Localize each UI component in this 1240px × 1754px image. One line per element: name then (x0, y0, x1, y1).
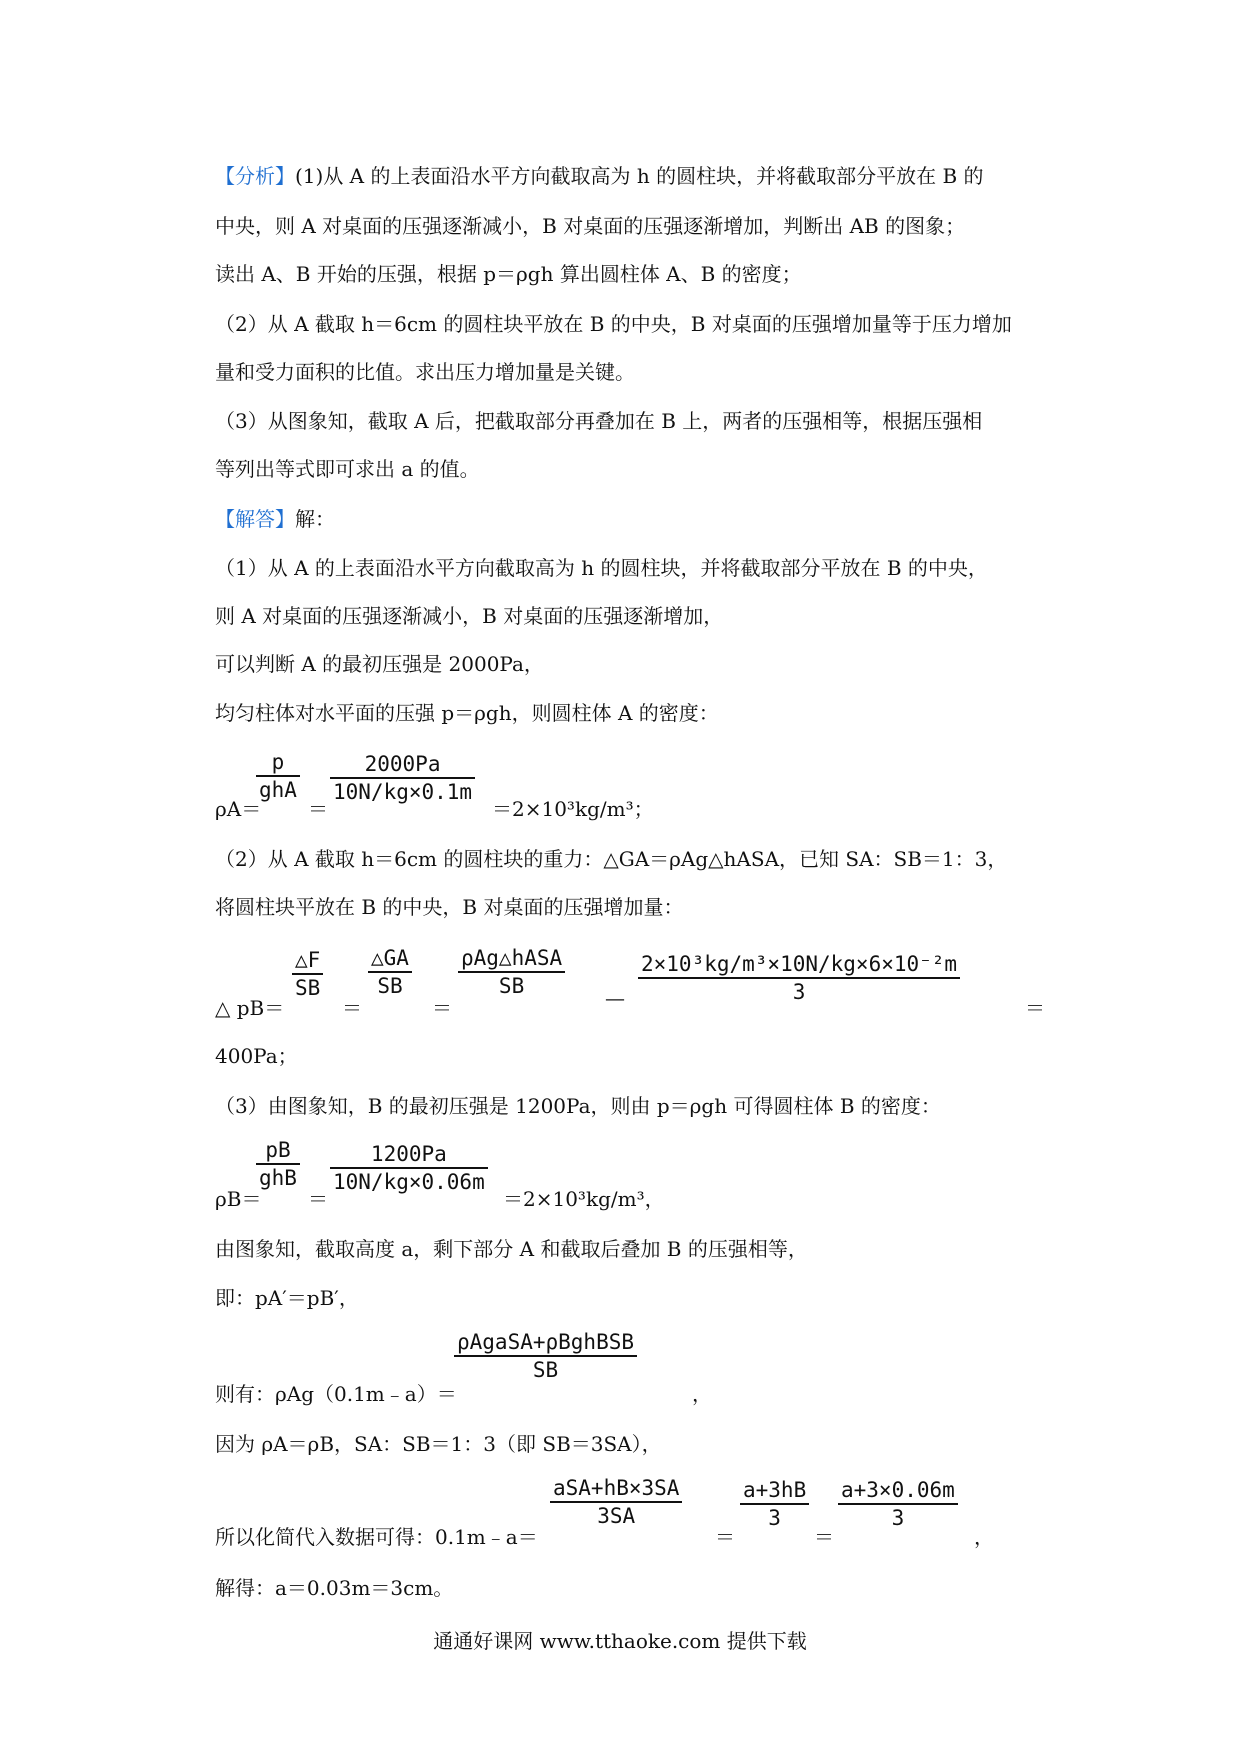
fraction-bar (638, 977, 960, 979)
fraction-numerator: 1200Pa (370, 1142, 447, 1166)
simplified-lhs: 所以化简代入数据可得：0.1m﹣a＝ (215, 1525, 538, 1549)
answer-line-1: （1）从 A 的上表面沿水平方向截取高为 h 的圆柱块，并将截取部分平放在 B 的中央， (215, 556, 988, 580)
answer-line-11: 解得：a＝0.03m＝3cm。 (215, 1576, 454, 1600)
fraction-numerator: ρAgaSA+ρBghBSB (457, 1330, 635, 1354)
fraction-denominator: SB (377, 974, 403, 998)
analysis-line-7: 等列出等式即可求出 a 的值。 (215, 457, 480, 481)
fraction-bar (368, 971, 412, 973)
rho-b-lhs: ρB＝ (215, 1187, 262, 1211)
answer-line-2: 则 A 对桌面的压强逐渐减小，B 对桌面的压强逐渐增加， (215, 604, 724, 628)
fraction-denominator: 3 (768, 1506, 781, 1530)
fraction-numerator: 2000Pa (364, 752, 441, 776)
fraction-denominator: 3SA (597, 1504, 636, 1528)
equals-sign: ＝ (432, 996, 452, 1020)
delta-pb-fraction-2 (368, 946, 412, 998)
analysis-line-6: （3）从图象知，截取 A 后，把截取部分再叠加在 B 上，两者的压强相等，根据压强相 (215, 409, 983, 433)
answer-line-3: 可以判断 A 的最初压强是 2000Pa， (215, 652, 544, 676)
fraction-denominator: SB (498, 974, 525, 998)
fraction-denominator: SB (295, 976, 321, 1000)
balance-lhs: 则有：ρAg（0.1m﹣a）＝ (215, 1382, 457, 1406)
simplified-fraction-3 (838, 1478, 958, 1530)
equals-sign: ＝ (342, 996, 362, 1020)
equals-sign: ＝ (308, 797, 328, 821)
equals-sign: ＝ (308, 1187, 328, 1211)
delta-pb-fraction-3 (458, 946, 565, 998)
equals-sign: ＝ (814, 1525, 834, 1549)
analysis-line-3: 读出 A、B 开始的压强，根据 p＝ρgh 算出圆柱体 A、B 的密度； (215, 262, 802, 286)
delta-pb-result: 400Pa； (215, 1044, 298, 1068)
fraction-denominator: 3 (792, 980, 806, 1004)
fraction-bar (330, 777, 475, 779)
delta-pb-fraction-1 (292, 948, 323, 1000)
fraction-numerator: a+3hB (743, 1478, 807, 1502)
rho-a-fraction-2 (330, 752, 475, 804)
rho-a-result: ＝2×10³kg/m³； (492, 797, 654, 821)
fraction-denominator: SB (532, 1358, 559, 1382)
balance-fraction (454, 1330, 637, 1382)
analysis-text-1: (1)从 A 的上表面沿水平方向截取高为 h 的圆柱块，并将截取部分平放在 B 的 (295, 164, 984, 188)
equals-sign: ＝ (715, 1525, 735, 1549)
fraction-denominator: ghA (259, 778, 297, 802)
rho-b-fraction-1 (256, 1138, 300, 1190)
fraction-bar (458, 971, 565, 973)
fraction-numerator: △F (295, 948, 321, 972)
page-footer: 通通好课网 www.tthaoke.com 提供下载 (433, 1629, 807, 1653)
delta-pb-lhs: △ pB＝ (215, 996, 285, 1020)
answer-line-9: 即：pA′＝pB′， (215, 1286, 359, 1310)
fraction-numerator: aSA+hB×3SA (553, 1476, 680, 1500)
fraction-bar (550, 1501, 682, 1503)
analysis-line-4: （2）从 A 截取 h＝6cm 的圆柱块平放在 B 的中央，B 对桌面的压强增加量等于压力增加 (215, 312, 1012, 336)
fraction-bar (740, 1503, 809, 1505)
fraction-numerator: pB (265, 1138, 291, 1162)
fraction-denominator: ghB (259, 1166, 297, 1190)
answer-line-4: 均匀柱体对水平面的压强 p＝ρgh，则圆柱体 A 的密度： (215, 701, 719, 725)
comma: ， (974, 1525, 994, 1549)
analysis-line-5: 量和受力面积的比值。求出压力增加量是关键。 (215, 360, 635, 384)
fraction-numerator: 2×10³kg/m³×10N/kg×6×10⁻²m (641, 952, 958, 976)
fraction-denominator: 10N/kg×0.06m (333, 1170, 485, 1194)
answer-line-10: 因为 ρA＝ρB，SA：SB＝1：3（即 SB＝3SA）， (215, 1432, 662, 1456)
answer-line-6: 将圆柱块平放在 B 的中央，B 对桌面的压强增加量： (215, 895, 684, 919)
delta-pb-fraction-4 (638, 952, 960, 1004)
answer-line-head (215, 503, 335, 532)
answer-intro: 解： (295, 507, 335, 531)
rho-a-fraction-1 (256, 750, 300, 802)
analysis-line-2: 中央，则 A 对桌面的压强逐渐减小，B 对桌面的压强逐渐增加，判断出 AB 的图象； (215, 214, 966, 238)
dash-sign: — (605, 986, 625, 1010)
fraction-bar (256, 775, 300, 777)
fraction-numerator: △GA (371, 946, 409, 970)
comma: ， (692, 1382, 712, 1406)
simplified-fraction-2 (740, 1478, 809, 1530)
answer-line-7: （3）由图象知，B 的最初压强是 1200Pa，则由 p＝ρgh 可得圆柱体 B 的密度： (215, 1094, 941, 1118)
analysis-line-1 (215, 160, 984, 189)
answer-tag: 【解答】 (215, 507, 295, 531)
fraction-denominator: 3 (891, 1506, 905, 1530)
fraction-numerator: a+3×0.06m (841, 1478, 955, 1502)
rho-a-lhs: ρA＝ (215, 797, 262, 821)
equals-sign: ＝ (1025, 996, 1045, 1020)
fraction-bar (256, 1163, 300, 1165)
rho-b-result: ＝2×10³kg/m³， (503, 1187, 665, 1211)
analysis-tag: 【分析】 (215, 164, 295, 188)
answer-line-8: 由图象知，截取高度 a，剩下部分 A 和截取后叠加 B 的压强相等， (215, 1237, 808, 1261)
fraction-bar (454, 1355, 637, 1357)
answer-line-5: （2）从 A 截取 h＝6cm 的圆柱块的重力：△GA＝ρAg△hASA，已知 SA：SB＝1：3， (215, 847, 1008, 871)
fraction-bar (838, 1503, 958, 1505)
rho-b-fraction-2 (330, 1142, 488, 1194)
fraction-numerator: ρAg△hASA (461, 946, 563, 970)
fraction-bar (292, 973, 323, 975)
simplified-fraction-1 (550, 1476, 682, 1528)
fraction-bar (330, 1167, 488, 1169)
fraction-denominator: 10N/kg×0.1m (333, 780, 473, 804)
fraction-numerator: p (271, 750, 285, 774)
